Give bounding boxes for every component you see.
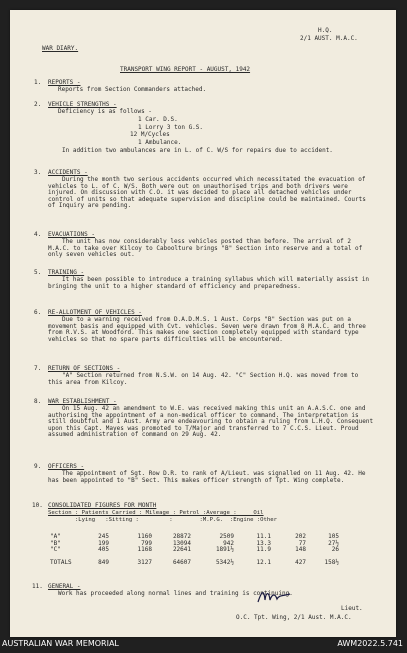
section-heading: RETURN OF SECTIONS -: [48, 365, 121, 372]
table-cell-other-oil: 158½: [324, 559, 339, 567]
section-text: On 15 Aug. 42 an amendment to W.E. was received making this unit an A.A.S.C. one and authorising the appointment of a non-medical officer to command. The interpretation is still doubtful and 1 Aust. Army are endeavouring to obtain a ruling from L.H.Q. Consequent upon this Capt. Mayes was promoted to T/Major and transferred to 7 C.C.S. Lieut. Proud assumed administration of command on 29 Aug. 42.: [48, 405, 374, 438]
handwritten-signature: [256, 588, 292, 606]
figures-header-row-1: Section : Patients Carried : Mileage : Petrol :Average : Oil: [48, 510, 264, 516]
table-cell-mileage: 28872: [172, 533, 191, 540]
footer-accession-number: AWM2022.5.741: [337, 639, 403, 648]
table-cell-engine-oil: 148: [295, 546, 306, 554]
table-row-totals: [50, 560, 342, 567]
deficiency-line: Deficiency is as follows -: [58, 108, 152, 115]
section-number: 6.: [34, 309, 42, 316]
section-text: "A" Section returned from N.S.W. on 14 Aug. 42. "C" Section H.Q. was moved from to this area from Kilcoy.: [48, 372, 359, 386]
table-cell-sitting: 1160: [137, 533, 152, 540]
table-cell-mileage: 13094: [172, 539, 191, 547]
section-number: 8.: [34, 398, 42, 405]
section-text: Work has proceeded along normal lines and training is continuing.: [58, 590, 293, 597]
table-cell-engine-oil: 202: [295, 533, 306, 540]
deficiency-item: 1 Car. D.S.: [138, 116, 178, 123]
table-cell-sitting: 3127: [137, 559, 152, 567]
table-cell-other-oil: 27½: [328, 539, 339, 547]
table-cell-mileage: 22641: [172, 546, 191, 554]
table-cell-mpg: 11.1: [256, 533, 271, 540]
report-title: TRANSPORT WING REPORT - AUGUST, 1942: [120, 66, 251, 73]
table-cell-petrol: 2509: [219, 533, 234, 540]
table-cell-lying: 849: [98, 559, 109, 567]
table-cell-lying: 199: [98, 539, 109, 547]
table-cell-other-oil: 105: [328, 533, 339, 540]
footer-institution: AUSTRALIAN WAR MEMORIAL: [2, 639, 119, 648]
section-number: 2.: [34, 101, 42, 108]
section-number: 3.: [34, 169, 42, 176]
section-heading: TRAINING -: [48, 269, 85, 276]
section-number: 9.: [34, 463, 42, 470]
deficiency-item: 12 M/Cycles: [130, 131, 170, 138]
figures-table: [50, 534, 342, 567]
table-cell-petrol: 942: [223, 539, 234, 547]
section-heading: ACCIDENTS -: [48, 169, 88, 176]
section-text: The appointment of Sgt. Row D.R. to rank of A/Lieut. was signalled on 11 Aug. 42. He has been appointed to "B" Sect. This makes officer strength of Tpt. Wing complete.: [48, 470, 366, 484]
section-heading: EVACUATIONS -: [48, 231, 95, 238]
table-cell-mileage: 64607: [172, 559, 191, 567]
section-text: It has been possible to introduce a training syllabus which will materially assist in bringing the unit to a higher standard of efficiency and preparedness.: [48, 276, 370, 290]
section-text: In addition two ambulances are in L. of C. W/S for repairs due to accident.: [62, 147, 333, 154]
table-cell-mpg: 11.9: [256, 546, 271, 554]
section-number: 11.: [32, 583, 43, 590]
table-cell-petrol: 5342½: [215, 559, 234, 567]
table-cell-section: "B": [50, 539, 61, 547]
table-cell-lying: 245: [98, 533, 109, 540]
section-heading: WAR ESTABLISHMENT -: [48, 398, 117, 405]
header-unit: 2/1 AUST. M.A.C.: [300, 35, 358, 42]
table-cell-sitting: 799: [141, 539, 152, 547]
table-cell-mpg: 12.1: [256, 559, 271, 567]
section-text: Due to a warning received from D.A.D.M.S. 1 Aust. Corps "B" Section was put on a movement basis and equipped with Cvt. vehicles. Seven were drawn from 8 M.A.C. and three from R.V.S. at Woodford. This makes one section completely equipped with standard type vehicles so that no spare parts difficulties will be encountered.: [48, 316, 366, 343]
table-row: [50, 547, 342, 554]
deficiency-item: 1 Lorry 3 ton G.S.: [138, 124, 204, 131]
table-cell-petrol: 1891½: [215, 546, 234, 554]
section-text: The unit has now considerably less vehicles posted than before. The arrival of 2 M.A.C. to take over Kilcoy to Caboolture brings "B" Section into reserve and a total of only seven vehicles out.: [48, 238, 363, 258]
header-hq: H.Q.: [318, 27, 333, 34]
table-cell-other-oil: 26: [331, 546, 339, 554]
signature-title: O.C. Tpt. Wing, 2/1 Aust. M.A.C.: [236, 614, 352, 621]
section-text: Reports from Section Commanders attached.: [58, 86, 207, 93]
section-heading: REPORTS -: [48, 79, 81, 86]
war-diary-label: WAR DIARY.: [42, 45, 79, 52]
figures-header-row-2: :Lying :Sitting : : :M.P.G. :Engine :Other: [48, 517, 278, 523]
section-heading: OFFICERS -: [48, 463, 85, 470]
table-cell-sitting: 1168: [137, 546, 152, 554]
table-cell-lying: 405: [98, 546, 109, 554]
table-cell-mpg: 13.3: [256, 539, 271, 547]
section-number: 4.: [34, 231, 42, 238]
table-cell-section: "A": [50, 533, 61, 540]
section-heading: GENERAL -: [48, 583, 81, 590]
section-text: During the month two serious accidents occurred which necessitated the evacuation of vehicles to L. of C. W/S. Both were out on unauthorised trips and both drivers were injured. On discussion with C.O. it was decided to place all detached vehicles under control of units so that adequate supervision and discipline could be maintained. Courts of Inquiry are pending.: [48, 176, 366, 209]
deficiency-item: 1 Ambulance.: [138, 139, 182, 146]
section-heading: CONSOLIDATED FIGURES FOR MONTH: [48, 502, 157, 509]
section-number: 7.: [34, 365, 42, 372]
table-cell-engine-oil: 77: [298, 539, 306, 547]
table-cell-engine-oil: 427: [295, 559, 306, 567]
section-number: 1.: [34, 79, 42, 86]
section-number: 10.: [32, 502, 43, 509]
section-heading: VEHICLE STRENGTHS -: [48, 101, 117, 108]
signature-rank: Lieut.: [341, 605, 363, 612]
section-heading: RE-ALLOTMENT OF VEHICLES -: [48, 309, 142, 316]
table-cell-section: "C": [50, 546, 61, 554]
section-number: 5.: [34, 269, 42, 276]
table-cell-section: TOTALS: [50, 559, 72, 567]
